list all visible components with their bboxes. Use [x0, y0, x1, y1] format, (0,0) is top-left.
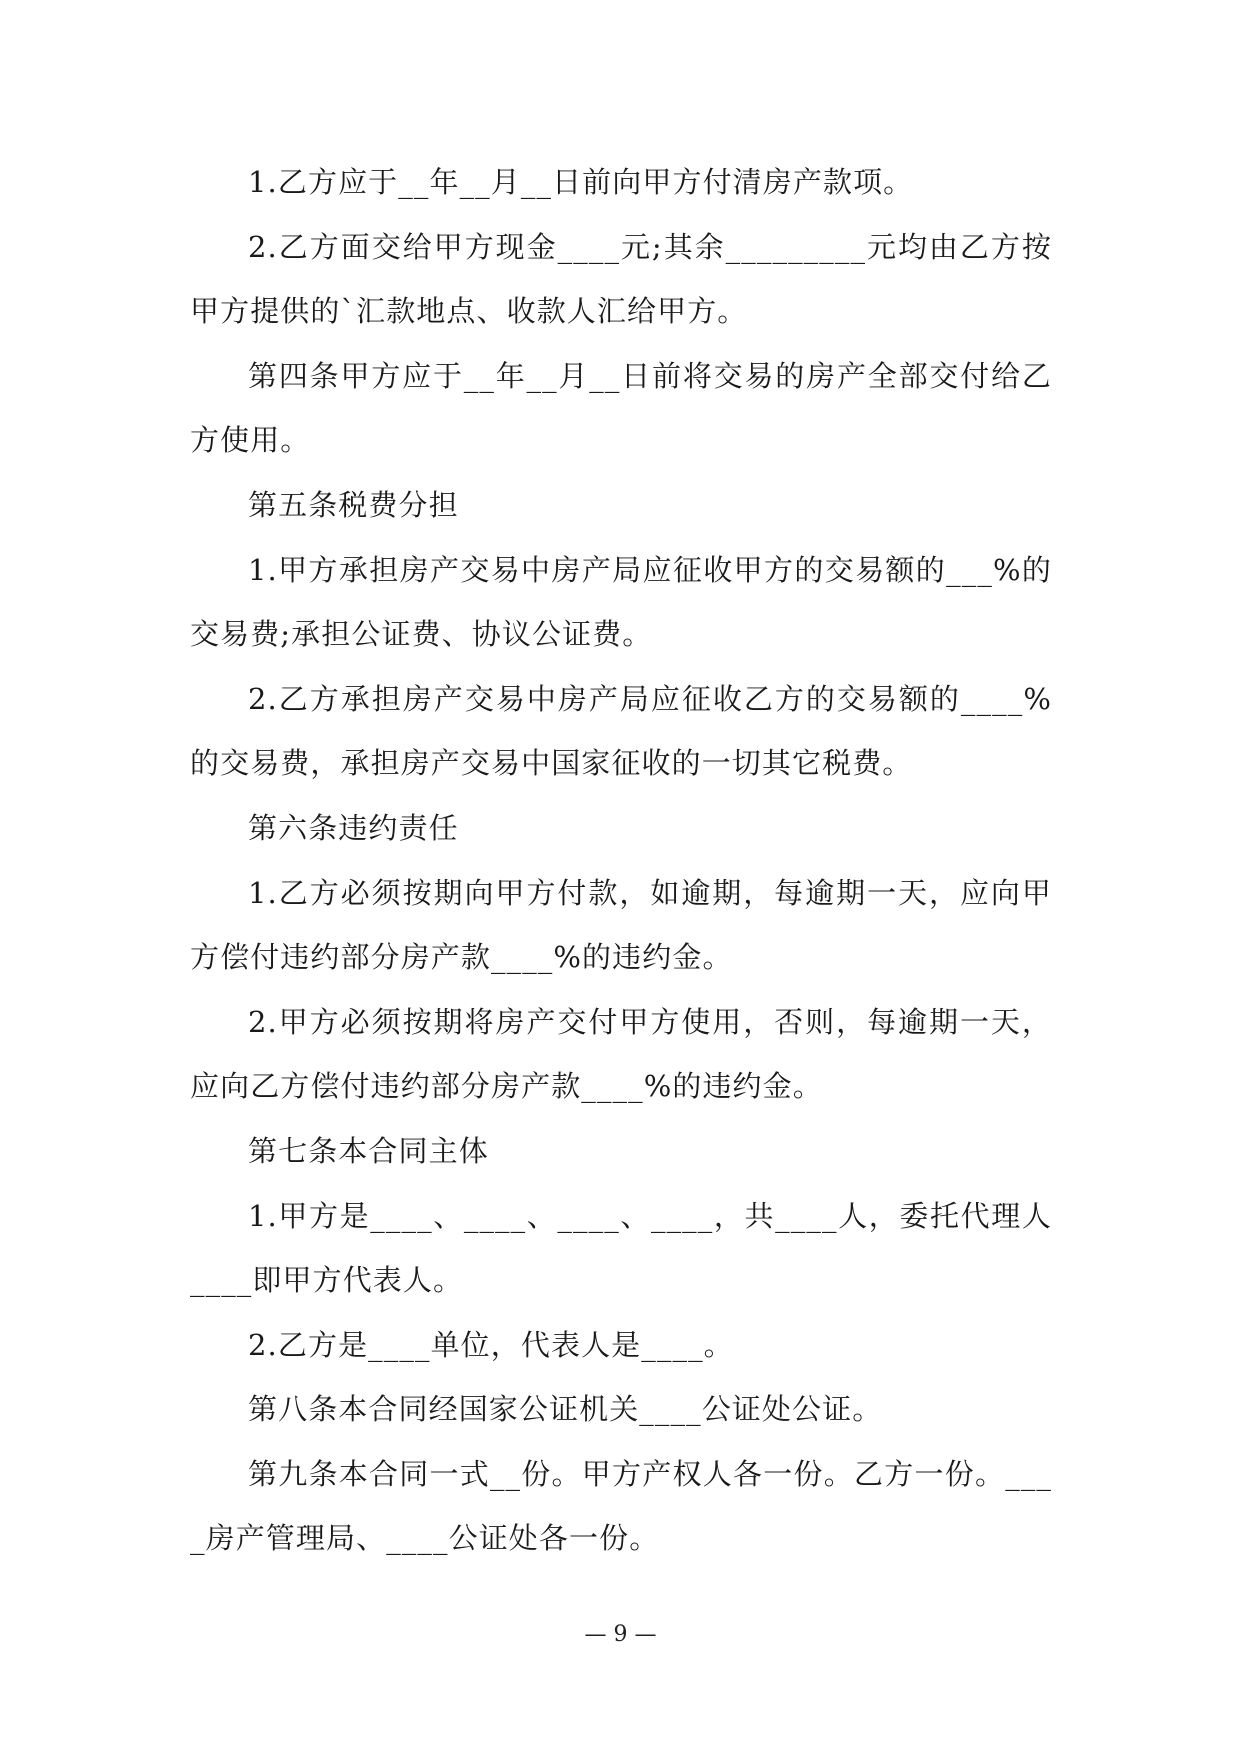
paragraph-payment-deadline: 1.乙方应于__年__月__日前向甲方付清房产款项。	[248, 165, 914, 199]
paragraph-party-a-penalty: 2.甲方必须按期将房产交付甲方使用，否则，每逾期一天，应向乙方偿付违约部分房产款____%的违约金。	[190, 1004, 1052, 1104]
paragraph-party-b-penalty: 1.乙方必须按期向甲方付款，如逾期，每逾期一天，应向甲方偿付违约部分房产款____%的违约金。	[190, 875, 1052, 975]
paragraph-article-9: 第九条本合同一式__份。甲方产权人各一份。乙方一份。____房产管理局、____公证处各一份。	[190, 1456, 1052, 1556]
document-body	[190, 150, 1052, 1571]
paragraph-party-a-fees: 1.甲方承担房产交易中房产局应征收甲方的交易额的___%的交易费;承担公证费、协议公证费。	[190, 552, 1052, 652]
paragraph-cash-payment: 2.乙方面交给甲方现金____元;其余_________元均由乙方按甲方提供的`汇款地点、收款人汇给甲方。	[190, 229, 1052, 329]
heading-article-5: 第五条税费分担	[248, 487, 459, 522]
heading-article-6: 第六条违约责任	[248, 810, 459, 845]
paragraph-article-4: 第四条甲方应于__年__月__日前将交易的房产全部交付给乙方使用。	[190, 358, 1052, 458]
page-number: — 9 —	[584, 1622, 657, 1647]
paragraph-party-b-fees: 2.乙方承担房产交易中房产局应征收乙方的交易额的____%的交易费，承担房产交易中国家征收的一切其它税费。	[190, 681, 1052, 781]
heading-article-7: 第七条本合同主体	[248, 1133, 489, 1168]
paragraph-party-b-identity: 2.乙方是____单位，代表人是____。	[248, 1327, 734, 1362]
paragraph-article-8: 第八条本合同经国家公证机关____公证处公证。	[248, 1392, 883, 1427]
paragraph-party-a-identity: 1.甲方是____、____、____、____，共____人，委托代理人____即甲方代表人。	[190, 1198, 1052, 1298]
